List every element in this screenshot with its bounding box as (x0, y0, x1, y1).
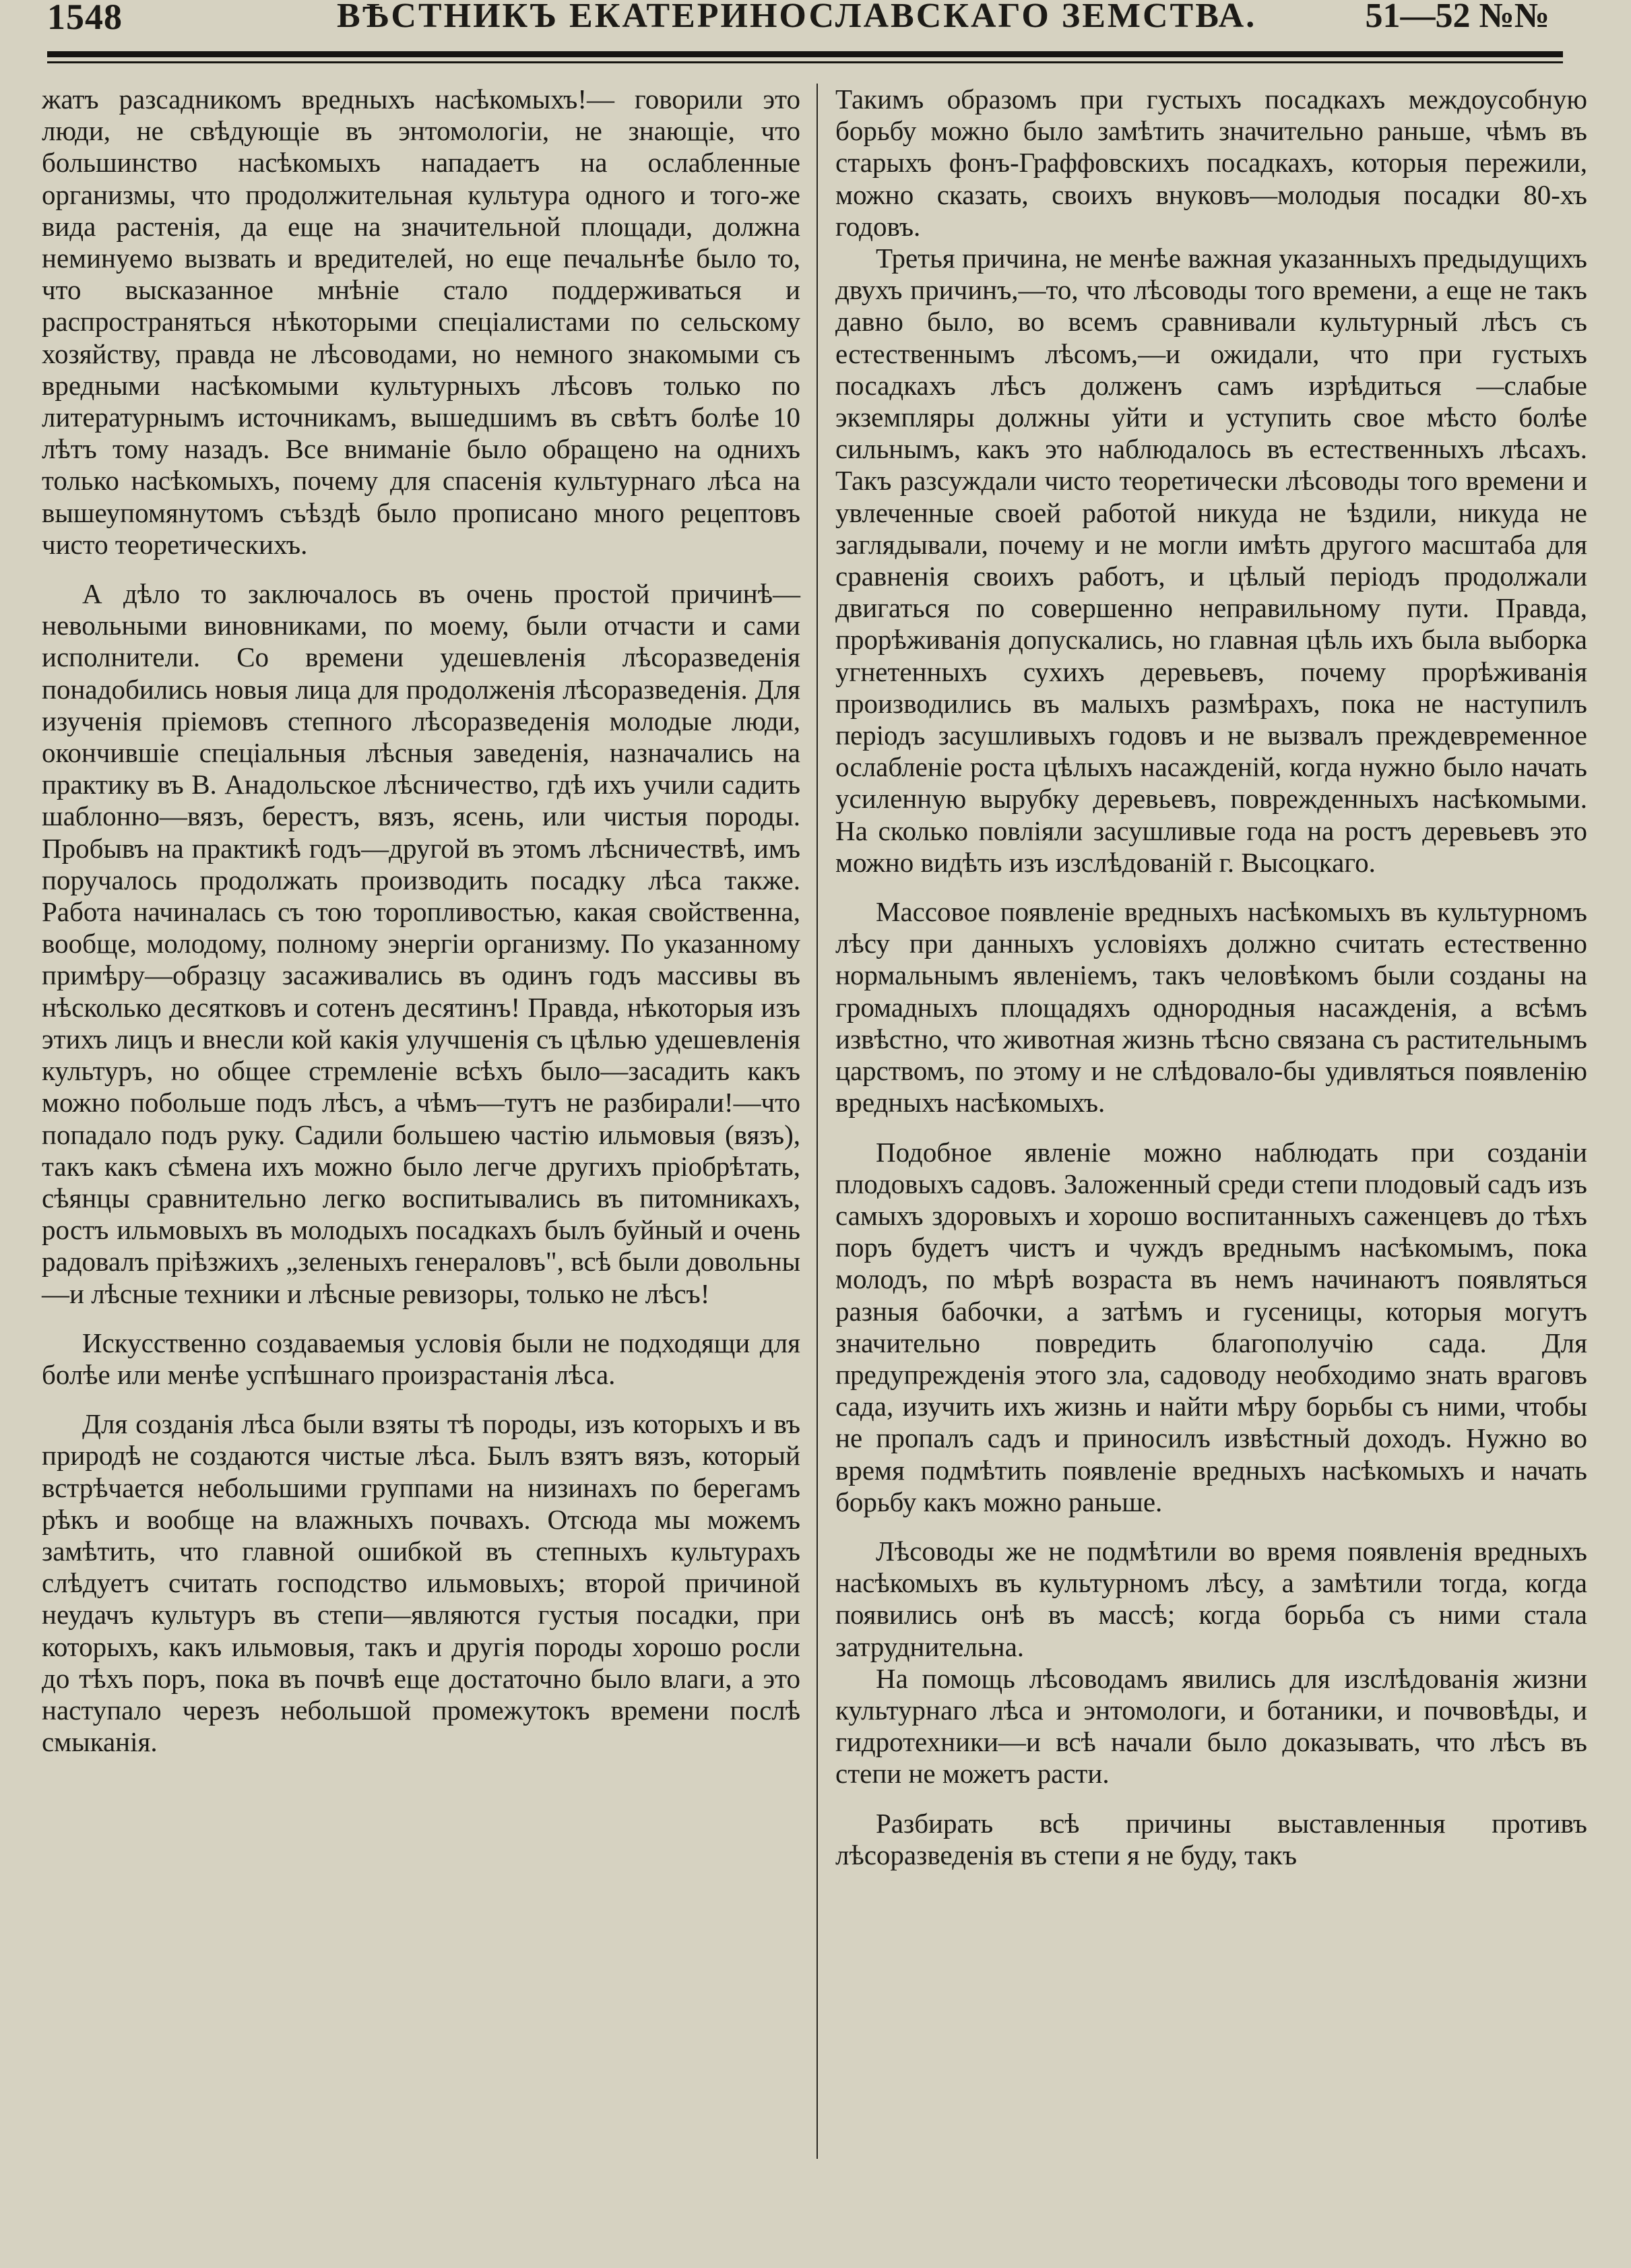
issue-number: 51—52 №№ (1365, 0, 1549, 35)
paragraph: жатъ разсадникомъ вредныхъ насѣкомыхъ!— говорили это люди, не свѣдующіе въ энтомологіи, не знающіе, что большинство насѣкомыхъ нападаетъ на ослабленные организмы, что продолжительная культура одного и того-же вида растенія, да еще на значительной площади, должна неминуемо вызвать и вредителей, но еще печальнѣе было то, что высказанное мнѣніе стало поддерживаться и распространяться нѣкоторыми спеціалистами по сельскому хозяйству, правда не лѣсоводами, но немного знакомыми съ вредными насѣкомыми культурныхъ лѣсовъ только по литературнымъ источникамъ, вышедшимъ въ свѣтъ болѣе 10 лѣтъ тому назадъ. Все вниманіе было обращено на однихъ только насѣкомыхъ, почему для спасенія культурнаго лѣса на вышеупомянутомъ съѣздѣ было прописано много рецептовъ чисто теоретическихъ. (42, 84, 800, 560)
paragraph: Лѣсоводы же не подмѣтили во время появленія вредныхъ насѣкомыхъ въ культурномъ лѣсу, а замѣтили тогда, когда появились онѣ въ массѣ; когда борьба съ ними стала затруднительна. (835, 1535, 1587, 1662)
paragraph: Третья причина, не менѣе важная указанныхъ предыдущихъ двухъ причинъ,—то, что лѣсоводы того времени, а еще не такъ давно было, во всемъ сравнивали культурный лѣсъ съ естественнымъ лѣсомъ,—и ожидали, что при густыхъ посадкахъ лѣсъ долженъ самъ изрѣдиться —слабые экземпляры должны уйти и уступить свое мѣсто болѣе сильнымъ, какъ это наблюдалось въ естественныхъ лѣсахъ. Такъ разсуждали чисто теоретически лѣсоводы того времени и увлеченные своей работой никуда не ѣздили, никуда не заглядывали, почему и не могли имѣть другого масштаба для сравненія своихъ работъ, и цѣлый періодъ продолжали двигаться по совершенно неправильному пути. Правда, прорѣживанія допускались, но главная цѣль ихъ была выборка угнетенныхъ сухихъ деревьевъ, почему прорѣживанія производились въ малыхъ размѣрахъ, пока не наступилъ періодъ засушливыхъ годовъ и не вызвалъ преждевременное ослабленіе роста цѣлыхъ насажденій, когда нужно было начать усиленную вырубку деревьевъ, поврежденныхъ насѣкомыми. На сколько повліяли засушливые года на ростъ деревьевъ это можно видѣть изъ изслѣдованій г. Высоцкаго. (835, 243, 1587, 878)
paragraph: Такимъ образомъ при густыхъ посадкахъ междоусобную борьбу можно было замѣтить значительно раньше, чѣмъ въ старыхъ фонъ-Граффовскихъ посадкахъ, которыя пережили, можно сказать, своихъ внуковъ—молодыя посадки 80-хъ годовъ. (835, 84, 1587, 242)
paragraph: Для созданія лѣса были взяты тѣ породы, изъ которыхъ и въ природѣ не создаются чистые лѣса. Былъ взятъ вязъ, который встрѣчается небольшими группами на низинахъ по берегамъ рѣкъ и вообще на влажныхъ почвахъ. Отсюда мы можемъ замѣтить, что главной ошибкой въ степныхъ культурахъ слѣдуетъ считать господство ильмовыхъ; второй причиной неудачъ культуръ въ степи—являются густыя посадки, при которыхъ, какъ ильмовыя, такъ и другія породы хорошо росли до тѣхъ поръ, пока въ почвѣ еще достаточно было влаги, а это наступало черезъ небольшой промежутокъ времени послѣ смыканія. (42, 1408, 800, 1758)
paragraph: Массовое появленіе вредныхъ насѣкомыхъ въ культурномъ лѣсу при данныхъ условіяхъ должно считать естественно нормальнымъ явленіемъ, такъ человѣкомъ были созданы на громадныхъ площадяхъ однородныя насажденія, а всѣмъ извѣстно, что животная жизнь тѣсно связана съ растительнымъ царствомъ, по этому и не слѣдовало-бы удивляться появленію вредныхъ насѣкомыхъ. (835, 896, 1587, 1119)
header-rule-thin (47, 61, 1563, 63)
paragraph: На помощь лѣсоводамъ явились для изслѣдованія жизни культурнаго лѣса и энтомологи, и ботаники, и почвовѣды, и гидротехники—и всѣ начали было доказывать, что лѣсъ въ степи не можетъ расти. (835, 1662, 1587, 1790)
running-header (47, 0, 1556, 44)
right-column (835, 84, 1587, 1871)
header-rule-thick (47, 51, 1563, 57)
paragraph: Искусственно создаваемыя условія были не подходящи для болѣе или менѣе успѣшнаго произрастанія лѣса. (42, 1327, 800, 1390)
column-divider (817, 84, 818, 2159)
journal-title: ВѢСТНИКЪ ЕКАТЕРИНОСЛАВСКАГО ЗЕМСТВА. (337, 0, 1257, 35)
paragraph: Разбирать всѣ причины выставленныя противъ лѣсоразведенія въ степи я не буду, такъ (835, 1807, 1587, 1870)
paragraph: Подобное явленіе можно наблюдать при созданіи плодовыхъ садовъ. Заложенный среди степи плодовый садъ изъ самыхъ здоровыхъ и хорошо воспитанныхъ саженцевъ до тѣхъ поръ будетъ чистъ и чуждъ вреднымъ насѣкомымъ, пока молодъ, по мѣрѣ возраста въ немъ начинаютъ появляться разныя бабочки, а затѣмъ и гусеницы, которыя могутъ значительно повредить благополучію сада. Для предупрежденія этого зла, садоводу необходимо знать враговъ сада, изучить ихъ жизнь и найти мѣру борьбы съ ними, чтобы не пропалъ садъ и приносилъ извѣстный доходъ. Нужно во время подмѣтить появленіе вредныхъ насѣкомыхъ и начать борьбу какъ можно раньше. (835, 1136, 1587, 1517)
left-column (42, 84, 800, 1758)
page-number: 1548 (47, 0, 123, 37)
paragraph: А дѣло то заключалось въ очень простой причинѣ—невольными виновниками, по моему, были отчасти и сами исполнители. Со времени удешевленія лѣсоразведенія понадобились новыя лица для продолженія лѣсоразведенія. Для изученія пріемовъ степного лѣсоразведенія молодые люди, окончившіе спеціальныя лѣсныя заведенія, назначались на практику въ В. Анадольское лѣсничество, гдѣ ихъ учили садить шаблонно—вязъ, берестъ, вязъ, ясень, или чистыя породы. Пробывъ на практикѣ годъ—другой въ этомъ лѣсничествѣ, имъ поручалось продолжать производить посадку лѣса также. Работа начиналась съ тою торопливостью, какая свойственна, вообще, молодому, полному энергіи организму. По указанному примѣру—образцу засаживались въ одинъ годъ массивы въ нѣсколько десятковъ и сотенъ десятинъ! Правда, нѣкоторыя изъ этихъ лицъ и внесли кой какія улучшенія съ цѣлью удешевленія культуръ, но общее стремленіе всѣхъ было—засадить какъ можно побольше подъ лѣсъ, а чѣмъ—тутъ не разбирали!—что попадало подъ руку. Садили большею частію ильмовыя (вязъ), такъ какъ сѣмена ихъ можно было легче другихъ пріобрѣтать, сѣянцы сравнительно легко воспитывались въ питомникахъ, ростъ ильмовыхъ въ молодыхъ посадкахъ былъ буйный и очень радовалъ пріѣзжихъ „зеленыхъ генераловъ", всѣ были довольны —и лѣсные техники и лѣсные ревизоры, только не лѣсъ! (42, 578, 800, 1309)
